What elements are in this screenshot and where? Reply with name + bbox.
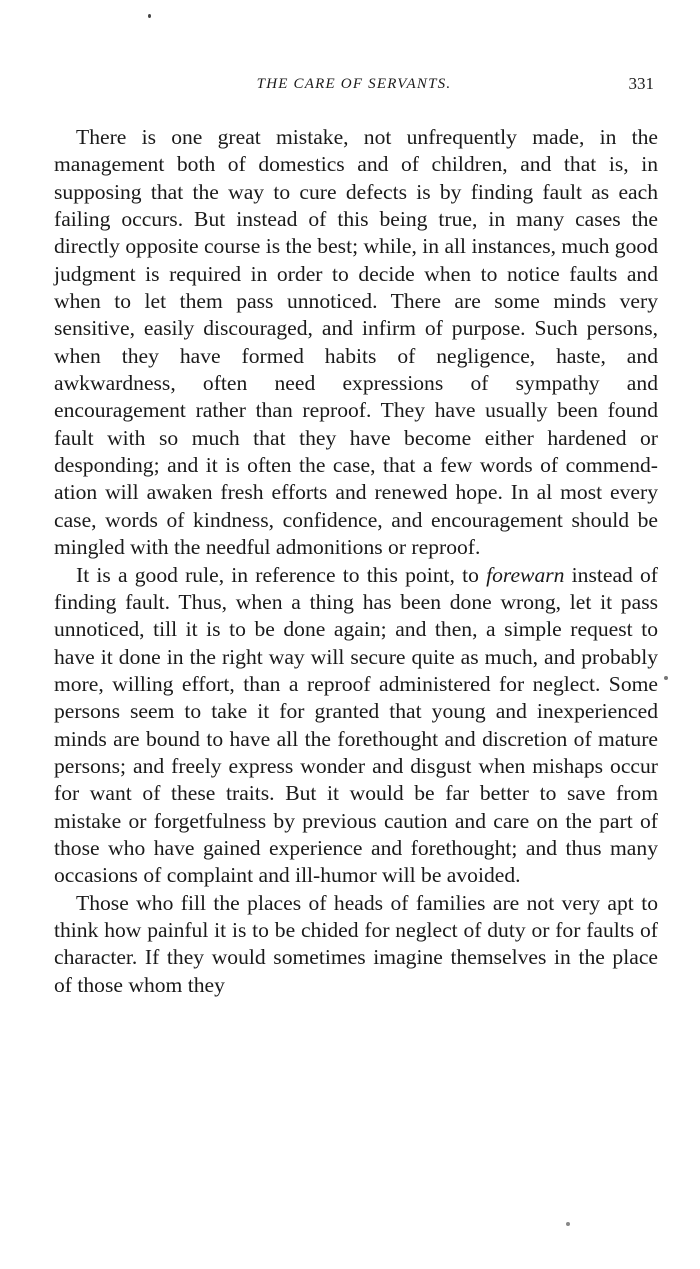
body-text bbox=[54, 124, 658, 999]
ink-speck bbox=[148, 14, 151, 18]
paragraph bbox=[54, 890, 658, 999]
ink-speck bbox=[566, 1222, 570, 1226]
page-number: 331 bbox=[628, 74, 654, 93]
emphasis-text: forewarn bbox=[486, 562, 565, 587]
paragraph-text: instead of finding fault. Thus, when a thing has been done wrong, let it pass unnoticed, till it is to be done again; and then, a simple request to have it done in the right way will secure quite as much, and probably more, willing effort, than a reproof administered for neglect. Some persons seem to take it for granted that young and inexperienced minds are bound to have all the forethought and discretion of mature persons; and freely express wonder and disgust when mishaps occur for want of these traits. But it would be far better to save from mistake or forgetfulness by previous caution and care on the part of those who have gained experience and forethought; and thus many occasions of complaint and ill-humor will be avoided. bbox=[54, 562, 658, 888]
page-header bbox=[52, 76, 656, 102]
paragraph-text: It is a good rule, in reference to this point, to bbox=[76, 562, 487, 587]
paragraph bbox=[54, 562, 658, 890]
ink-speck bbox=[664, 676, 668, 680]
running-title: THE CARE OF SERVANTS. bbox=[256, 76, 452, 92]
paragraph-text: Those who fill the places of heads of families are not very apt to think how painful it is to be chided for neglect of duty or for faults of character. If they would sometimes imagine themselves in the place of those whom they bbox=[54, 890, 658, 997]
paragraph-text: There is one great mistake, not unfrequently made, in the management both of domestics and of children, and that is, in supposing that the way to cure defects is by finding fault as each failing occurs. But instead of this being true, in many cases the directly opposite course is the best; while, in all instances, much good judgment is required in order to decide when to notice faults and when to let them pass unnoticed. There are some minds very sensitive, easily discouraged, and infirm of purpose. Such persons, when they have formed habits of negligence, haste, and awkwardness, often need expressions of sympathy and encouragement rather than reproof. They have usually been found fault with so much that they have become either hardened or desponding; and it is often the case, that a few words of commendation will awaken fresh efforts and renewed hope. In al most every case, words of kindness, confidence, and encouragement should be mingled with the needful admonitions or reproof. bbox=[54, 125, 658, 560]
paragraph bbox=[54, 124, 658, 562]
